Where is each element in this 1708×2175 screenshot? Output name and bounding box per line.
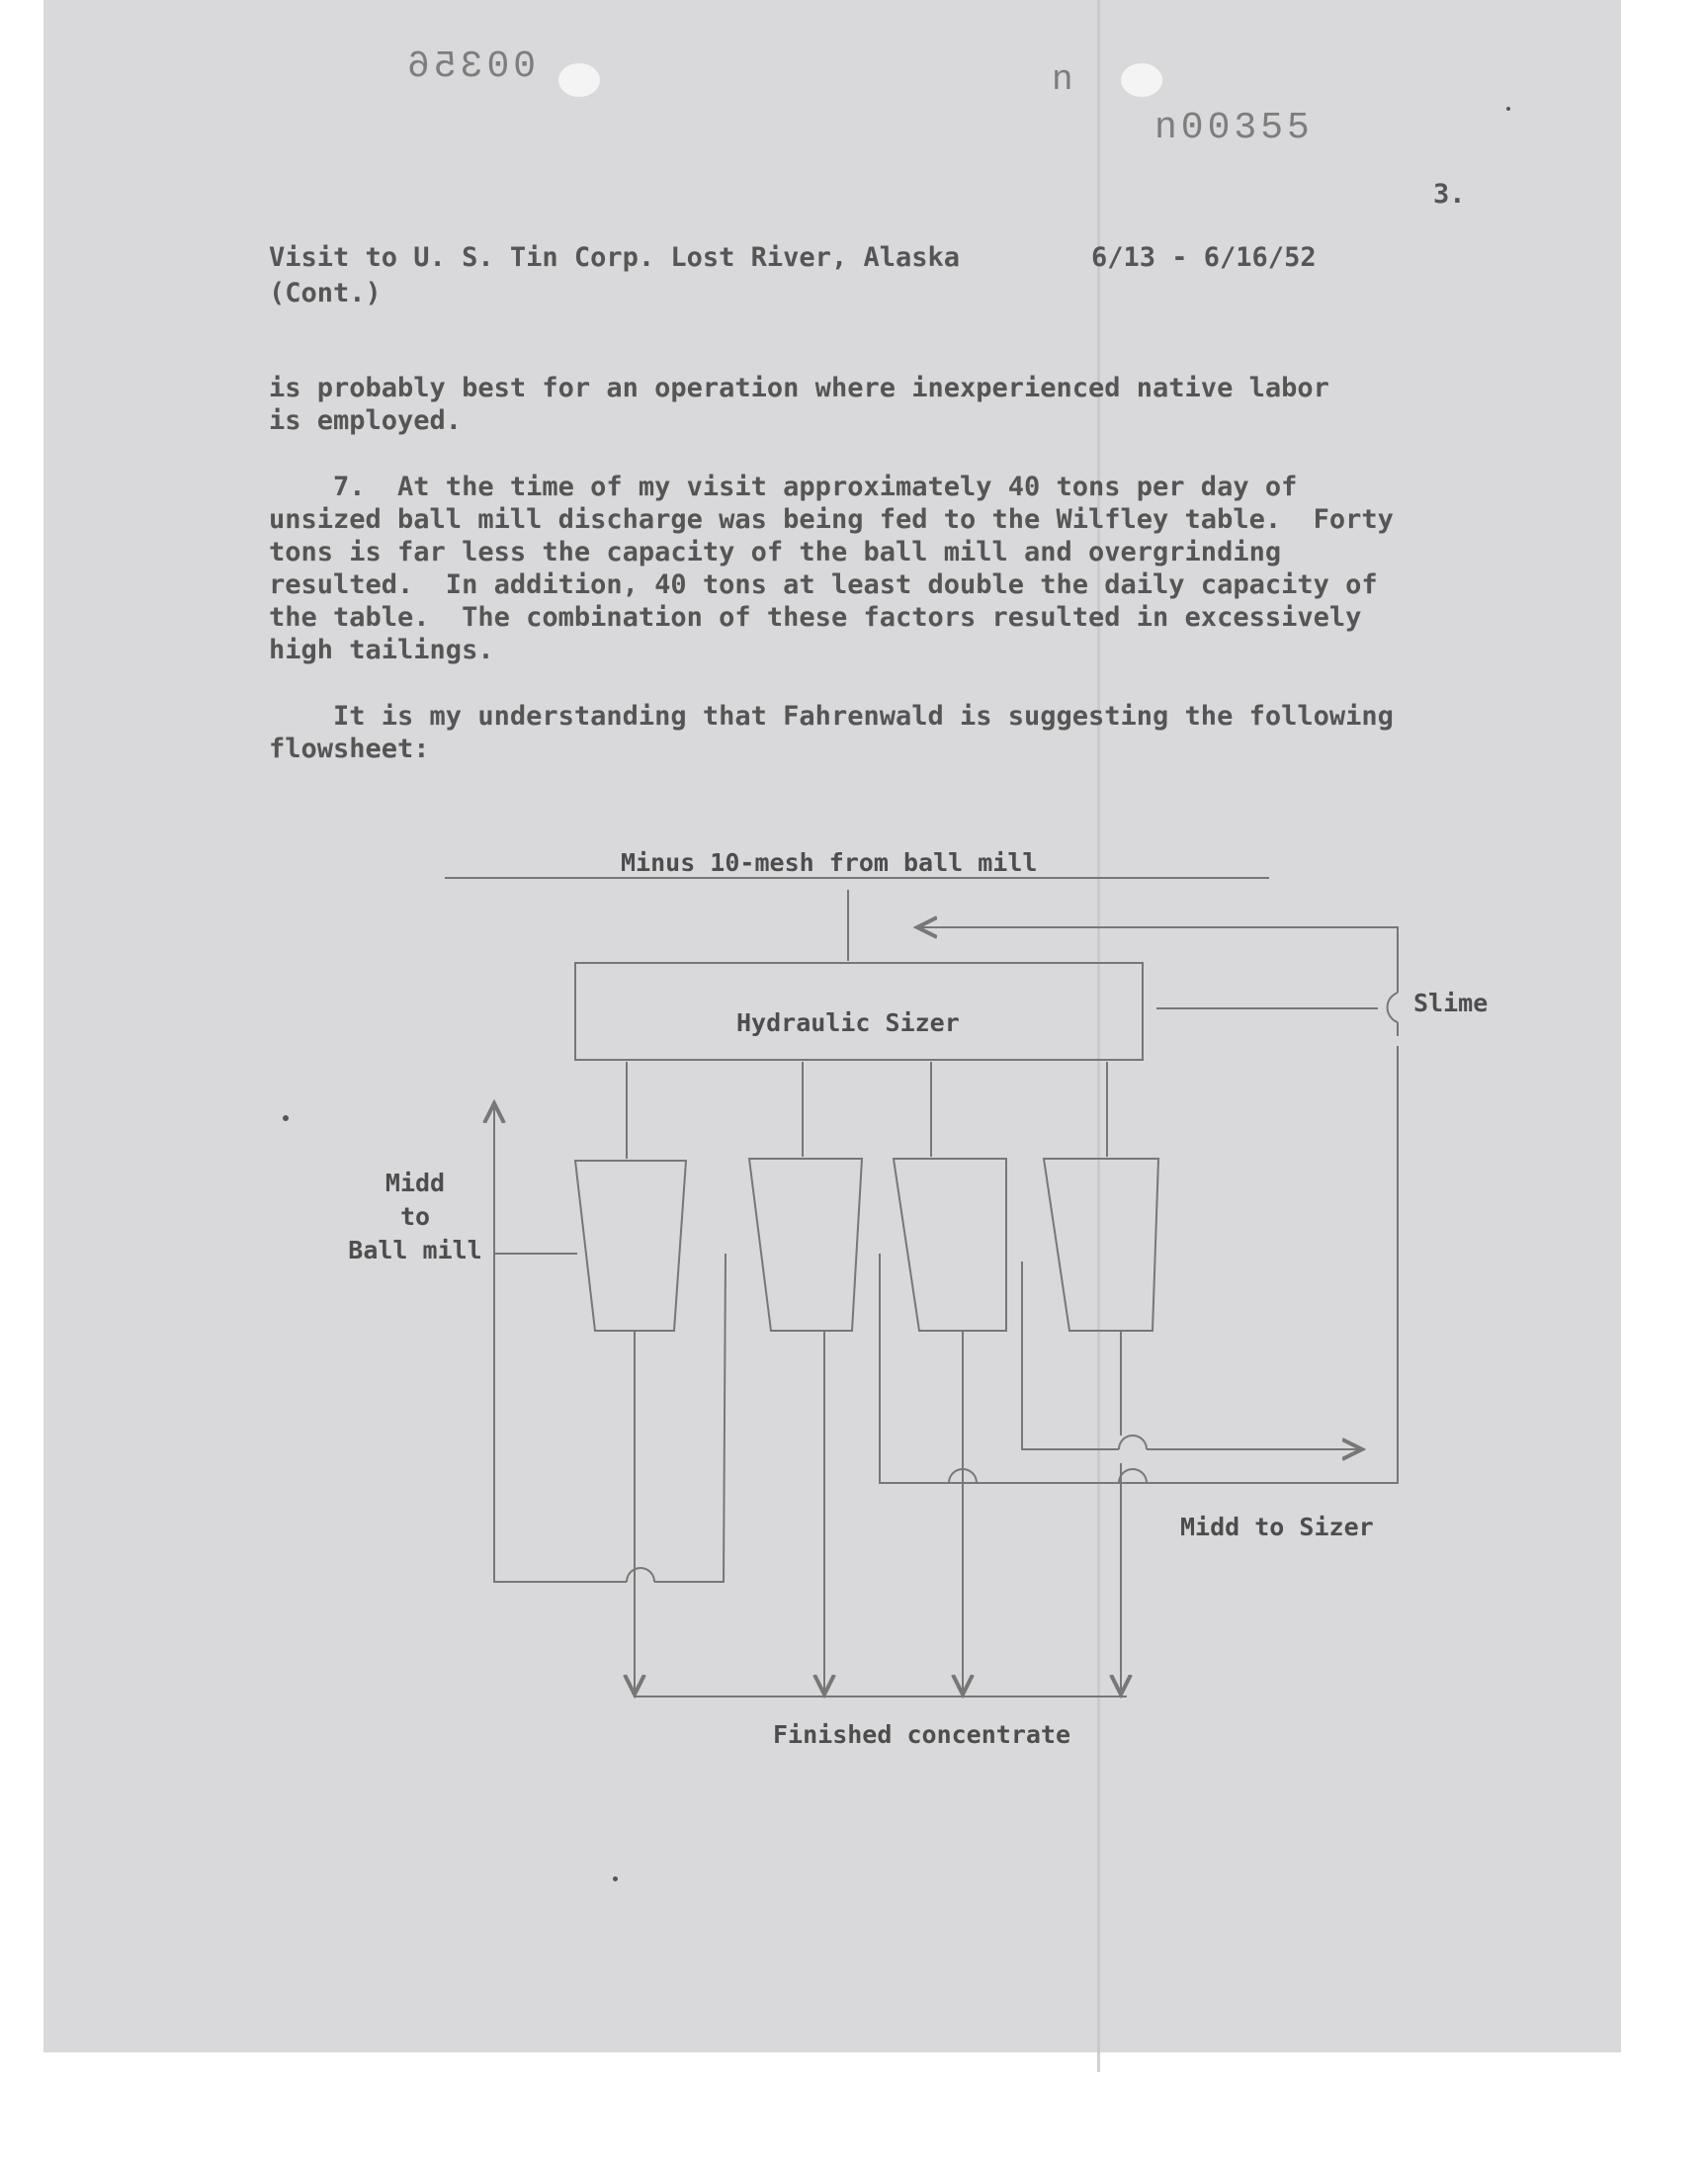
serial-number-stamp: n00355	[1154, 107, 1314, 149]
midd-jump-arc	[627, 1568, 654, 1582]
midd-to-sizer-label: Midd to Sizer	[1180, 1513, 1374, 1541]
stamp-number-top-left: 00356	[403, 45, 537, 88]
midd-to-sizer-line-a	[1022, 1262, 1362, 1449]
table-2	[749, 1159, 862, 1331]
page-number: 3.	[1433, 179, 1466, 210]
text-line: the table. The combination of these factors resulted in excessively	[269, 602, 1362, 633]
text-line: is probably best for an operation where inexperienced native labor	[269, 373, 1329, 403]
midd-ball-mill-label	[336, 1167, 494, 1267]
table-1	[575, 1161, 686, 1331]
text-line: 7. At the time of my visit approximately 40 tons per day of	[269, 472, 1298, 502]
midd-ball-mill-line-1: Midd	[384, 1169, 446, 1197]
midd-to-sizer-jump-b	[949, 1469, 1147, 1483]
slime-jump-arc	[1388, 993, 1398, 1022]
midd-ball-mill-line-3: Ball mill	[348, 1236, 482, 1264]
text-line: is employed.	[269, 405, 463, 436]
paper-speck	[613, 1876, 618, 1881]
header-title: Visit to U. S. Tin Corp. Lost River, Alaska	[269, 242, 960, 273]
header-dates: 6/13 - 6/16/52	[1091, 242, 1317, 273]
hydraulic-sizer-label: Hydraulic Sizer	[736, 1008, 960, 1037]
text-line: unsized ball mill discharge was being fed to the Wilfley table. Forty	[269, 504, 1394, 535]
text-line: high tailings.	[269, 635, 494, 665]
text-line: resulted. In addition, 40 tons at least double the daily capacity of	[269, 569, 1378, 600]
slime-label: Slime	[1413, 989, 1489, 1017]
finished-concentrate-label: Finished concentrate	[773, 1720, 1071, 1749]
midd-ball-mill-line-2: to	[399, 1202, 431, 1231]
table-4	[1044, 1159, 1158, 1331]
stamp-mark-top: n	[1052, 59, 1077, 100]
paper-speck	[1506, 107, 1510, 111]
text-line: tons is far less the capacity of the ball mill and overgrinding	[269, 537, 1282, 567]
header-continued: (Cont.)	[269, 278, 382, 308]
table-3	[894, 1159, 1006, 1331]
midd-to-ball-mill-line	[494, 1103, 726, 1582]
text-line: It is my understanding that Fahrenwald is suggesting the following	[269, 701, 1394, 732]
feed-label: Minus 10-mesh from ball mill	[621, 848, 1038, 877]
text-line: flowsheet:	[269, 734, 430, 764]
midd-to-sizer-jump-a	[1119, 1436, 1147, 1449]
paper-speck	[283, 1115, 289, 1121]
